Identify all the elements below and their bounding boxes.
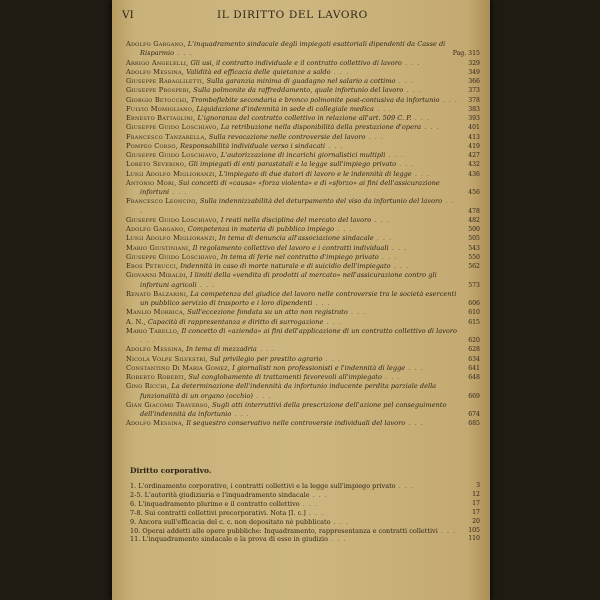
entry-title: Il regolamento collettivo del lavoro e i contratti individuali xyxy=(192,243,389,252)
corporativo-entry xyxy=(130,491,480,500)
leader-dots: . . . xyxy=(347,308,367,317)
entry-author: Antonio Mori, xyxy=(126,178,177,187)
contents-entry xyxy=(126,123,480,132)
entry-title: Validità ed efficacia delle quietanze a saldo xyxy=(186,67,331,76)
leader-dots: . . . xyxy=(405,363,424,372)
page-numeral: VI xyxy=(122,9,134,21)
entry-page-number: 482 xyxy=(468,216,480,224)
contents-list xyxy=(126,40,480,429)
entry-page-number: 615 xyxy=(468,318,480,326)
corporativo-entry xyxy=(130,482,480,491)
leader-dots: . . . xyxy=(395,77,415,85)
entry-title: Operai addetti alle opere pubbliche: Inquadramento, rappresentanza e contratti collettivi xyxy=(142,526,438,535)
entry-author: Giuseppe Prosperi, xyxy=(126,86,192,95)
entry-title: Sul conglobamento di trattamenti favorevoli all'impiegato xyxy=(188,373,382,381)
entry-page-number: 685 xyxy=(468,420,480,428)
leader-dots: . . . xyxy=(334,225,353,233)
entry-author: Nicola Volpe Silvestri, xyxy=(126,354,208,363)
entry-author: Gian Giacomo Traverso, xyxy=(126,400,210,409)
entry-page-number: 3 xyxy=(476,482,480,489)
entry-author: Adolfo Gargano, xyxy=(126,40,186,48)
entry-title: Competenza in materia di pubblico impiego xyxy=(187,225,335,233)
entry-text xyxy=(126,216,458,225)
leader-dots: . . . xyxy=(411,169,431,178)
entry-text xyxy=(126,197,458,216)
entry-page-number: 17 xyxy=(472,508,480,516)
entry-text xyxy=(126,114,458,123)
entry-page-number: 427 xyxy=(468,152,480,159)
entry-author: Adolfo Gargano, xyxy=(126,225,186,233)
entry-page-number: 648 xyxy=(468,374,480,381)
corporativo-entry xyxy=(130,518,480,527)
entry-number: 6. xyxy=(130,499,137,508)
entry-text xyxy=(130,500,458,509)
entry-number: 7-8. xyxy=(130,508,143,517)
leader-dots: . . . xyxy=(231,410,250,418)
entry-author: Adolfo Messina, xyxy=(126,345,185,354)
entry-title: Sulla polmonite da raffreddamento, quale infortunio del lavoro xyxy=(193,86,404,95)
contents-entry xyxy=(126,419,480,428)
entry-title: L'inquadramento sindacale e la prova di esso in giudizio xyxy=(142,535,329,544)
corporativo-list xyxy=(130,482,480,544)
leader-dots: . . . xyxy=(395,482,415,490)
contents-entry xyxy=(126,327,480,346)
entry-title: Gli usi, il contratto individuale e il contratto collettivo di lavoro xyxy=(190,58,402,67)
leader-dots: . . . xyxy=(439,95,459,104)
entry-page-number: 401 xyxy=(468,124,480,132)
entry-page-number: 505 xyxy=(468,235,480,243)
contents-entry xyxy=(126,262,480,271)
entry-title: Sui concetti di «causa» «forza violenta» e di «sforzo» ai fini dell'assicurazione infortuni xyxy=(140,178,440,196)
entry-title: Sugli atti interruttivi della prescrizione dell'azione pel conseguimento dell'indennità da infortunio xyxy=(140,400,447,418)
entry-title: I limiti della «vendita di prodotti al mercato» nell'assicurazione contro gli infortuni agricoli xyxy=(140,271,437,289)
entry-text xyxy=(126,234,458,243)
entry-title: L'autorità giudiziaria e l'inquadramento sindacale xyxy=(144,490,310,499)
entry-text xyxy=(126,96,458,105)
entry-page-number: 432 xyxy=(468,161,480,169)
entry-author: Mario Giustiniani, xyxy=(126,243,191,252)
entry-title: Il concetto di «azienda» ai fini dell'applicazione di un contratto collettivo di lavoro xyxy=(181,326,457,335)
entry-text xyxy=(126,133,458,142)
running-head xyxy=(122,9,480,25)
contents-entry xyxy=(126,216,480,225)
entry-author: Ernesto Battaglini, xyxy=(126,114,196,122)
entry-page-number: 674 xyxy=(468,411,480,418)
entry-title: I giornalisti non professionisti e l'indennità di legge xyxy=(232,363,406,372)
entry-page-number: 110 xyxy=(468,535,480,543)
leader-dots: . . . xyxy=(371,215,390,224)
entry-page-number: 543 xyxy=(468,244,480,252)
entry-text xyxy=(126,262,458,271)
contents-entry xyxy=(126,308,480,317)
leader-dots: . . . xyxy=(388,243,408,252)
entry-title: Sull'eccezione fondata su un atto non registrato xyxy=(187,308,348,317)
entry-title: La retribuzione nella disponibilità della prestazione d'opera xyxy=(220,123,422,132)
entry-text xyxy=(126,86,458,95)
entry-text xyxy=(126,59,458,68)
entry-number: 9. xyxy=(130,517,137,526)
entry-page-number: Pag. 315 xyxy=(452,50,480,58)
leader-dots: . . . xyxy=(253,391,272,400)
entry-author: Adolfo Messina, xyxy=(126,67,185,76)
entry-text xyxy=(126,355,458,364)
entry-author: Giuseppe Guido Loschiavo, xyxy=(126,252,219,261)
leader-dots: . . . xyxy=(373,234,393,243)
leader-dots: . . . xyxy=(169,188,188,196)
entry-author: Pompeo Corso, xyxy=(126,141,178,150)
entry-author: Renato Balzarini, xyxy=(126,289,189,298)
contents-entry xyxy=(126,40,480,59)
leader-dots: . . . xyxy=(322,354,342,363)
entry-text xyxy=(126,105,458,114)
contents-entry xyxy=(126,244,480,253)
entry-title: L'ordinamento corporativo, i contratti collettivi e la legge sull'impiego privato xyxy=(138,482,396,490)
leader-dots: . . . xyxy=(401,58,421,67)
contents-entry xyxy=(126,160,480,169)
entry-title: Sul privilegio per prestito agrario xyxy=(209,354,323,363)
contents-entry xyxy=(126,253,480,262)
entry-author: Eros Petrucci, xyxy=(126,262,179,270)
entry-title: La determinazione dell'indennità da infortunio inducente perdita parziale della funzionalità di un organo (occhio) xyxy=(140,382,437,400)
entry-text xyxy=(126,142,458,151)
entry-title: La competenza del giudice del lavoro nelle controversie tra le società esercenti un pubblico servizio di trasporto e i loro dipendenti xyxy=(140,289,457,307)
entry-text xyxy=(130,527,458,536)
entry-title: Sui contratti collettivi precorporativi. Nota [I. c.] xyxy=(144,508,306,517)
entry-text xyxy=(126,382,458,401)
contents-entry xyxy=(126,96,480,105)
contents-entry xyxy=(126,345,480,354)
entry-author: Constantino Di Maria Gomez, xyxy=(126,363,231,372)
entry-page-number: 550 xyxy=(468,253,480,261)
leader-dots: . . . xyxy=(330,517,349,526)
entry-author: Adolfo Messina, xyxy=(126,419,185,428)
entry-page-number: 383 xyxy=(468,105,480,113)
contents-entry xyxy=(126,77,480,86)
contents-entry xyxy=(126,401,480,420)
contents-entry xyxy=(126,373,480,382)
entry-page-number: 393 xyxy=(468,115,480,122)
entry-number: 11. xyxy=(130,535,141,544)
entry-page-number: 634 xyxy=(468,355,480,363)
leader-dots: . . . xyxy=(365,132,385,141)
entry-author: Manlio Morrica, xyxy=(126,308,186,317)
entry-text xyxy=(130,491,458,500)
entry-page-number: 436 xyxy=(468,170,480,178)
entry-text xyxy=(126,77,458,86)
entry-author: Gino Ricchi, xyxy=(126,382,170,391)
entry-page-number: 610 xyxy=(468,309,480,317)
entry-text xyxy=(126,373,458,382)
entry-title: I reati nella disciplina del mercato del lavoro xyxy=(220,215,372,224)
entry-text xyxy=(126,364,458,373)
entry-page-number: 628 xyxy=(468,346,480,354)
entry-title: Sulla garanzia minima di guadagno nel salario a cottimo xyxy=(206,77,396,85)
leader-dots: . . . xyxy=(390,262,410,270)
entry-author: Loreto Severino, xyxy=(126,160,187,169)
leader-dots: . . . xyxy=(385,151,404,159)
entry-author: Luigi Adolfo Miglioranzi, xyxy=(126,234,217,243)
entry-title: Tromboflebite secondaria e bronco polmonite post-contusiva da infortunio xyxy=(190,95,440,104)
entry-author: Mario Tarello, xyxy=(126,326,180,335)
contents-entry xyxy=(126,290,480,309)
entry-author: Giuseppe Guido Loschiavo, xyxy=(126,151,219,159)
contents-entry xyxy=(126,225,480,234)
entry-title: L'inquadramento plurimo e il contratto collettivo xyxy=(138,499,300,508)
leader-dots: . . . xyxy=(378,252,398,261)
entry-author: Luigi Adolfo Miglioranzi, xyxy=(126,169,217,178)
contents-entry xyxy=(126,234,480,243)
leader-dots: . . . xyxy=(256,345,276,354)
corporativo-entry xyxy=(130,500,480,509)
corporativo-entry xyxy=(130,527,480,536)
entry-author: Giorgio Betocchi, xyxy=(126,95,189,104)
entry-author: Francesco Leoncini, xyxy=(126,197,198,206)
entry-author: Arrigo Angelelli, xyxy=(126,58,189,67)
entry-text xyxy=(126,327,458,346)
leader-dots: . . . xyxy=(373,104,393,113)
entry-page-number: 366 xyxy=(468,78,480,85)
entry-text xyxy=(126,401,458,420)
contents-entry xyxy=(126,133,480,142)
entry-title: Sulla indennizzabilità del deturpamento del viso da infortunio del lavoro xyxy=(199,197,443,206)
entry-text xyxy=(126,271,458,290)
contents-entry xyxy=(126,382,480,401)
entry-page-number: 17 xyxy=(472,499,480,507)
entry-title: In tema di mezzadria xyxy=(186,345,257,354)
entry-text xyxy=(126,123,458,132)
leader-dots: . . . xyxy=(325,141,344,150)
entry-title: In tema di denuncia all'associazione sindacale xyxy=(219,234,374,243)
entry-page-number: 373 xyxy=(468,87,480,95)
leader-dots: . . . xyxy=(299,499,319,508)
contents-entry xyxy=(126,86,480,95)
contents-entry xyxy=(126,142,480,151)
leader-dots: . . . xyxy=(437,526,457,535)
entry-page-number: 606 xyxy=(468,300,480,307)
leader-dots: . . . xyxy=(381,373,401,381)
entry-text xyxy=(126,160,458,169)
contents-entry xyxy=(126,364,480,373)
corporativo-entry xyxy=(130,509,480,518)
contents-entry xyxy=(126,114,480,123)
entry-text xyxy=(130,518,458,527)
contents-entry xyxy=(126,151,480,160)
entry-text xyxy=(126,40,458,59)
entry-author: Giuseppe Rabagliletti, xyxy=(126,77,205,85)
section-heading: Diritto corporativo. xyxy=(130,466,212,475)
contents-entry xyxy=(126,179,480,198)
entry-title: Ancora sull'efficacia del c. c. non depositato nè pubblicato xyxy=(138,517,331,526)
entry-text xyxy=(126,318,458,327)
leader-dots: . . . xyxy=(328,535,347,544)
entry-number: 10. xyxy=(130,526,141,535)
entry-page-number: 105 xyxy=(468,526,480,534)
entry-text xyxy=(130,482,458,491)
entry-author: A. N., xyxy=(126,317,146,326)
entry-title: L'impiegato di due datori di lavoro e le indennità di legge xyxy=(219,169,412,178)
leader-dots: . . . xyxy=(309,490,328,499)
entry-text xyxy=(130,535,458,544)
entry-page-number: 500 xyxy=(468,226,480,233)
contents-entry xyxy=(126,318,480,327)
entry-page-number: 329 xyxy=(468,59,480,67)
contents-entry xyxy=(126,271,480,290)
entry-text xyxy=(126,308,458,317)
leader-dots: . . . xyxy=(421,123,440,132)
entry-title: Liquidazione d'indennità in sede di collegiale medica xyxy=(196,104,374,113)
contents-entry xyxy=(126,170,480,179)
entry-page-number: 349 xyxy=(468,68,480,76)
leader-dots: . . . xyxy=(403,86,422,95)
entry-page-number: 562 xyxy=(468,263,480,270)
entry-page-number: 620 xyxy=(468,337,480,344)
leader-dots: . . . xyxy=(305,508,325,517)
entry-author: Giuseppe Guido Loschiavo, xyxy=(126,215,219,224)
entry-page-number: 478 xyxy=(468,207,480,215)
entry-text xyxy=(126,170,458,179)
entry-number: 2-5. xyxy=(130,490,143,499)
contents-entry xyxy=(126,197,480,216)
entry-title: In tema di ferie nel contratto d'impiego privato xyxy=(220,252,379,261)
leader-dots: . . . xyxy=(140,336,156,344)
contents-entry xyxy=(126,105,480,114)
leader-dots: . . . xyxy=(323,317,343,326)
entry-page-number: 20 xyxy=(472,517,480,525)
entry-title: Il sequestro conservativo nelle controversie individuali del lavoro xyxy=(186,419,406,428)
entry-text xyxy=(126,68,458,77)
entry-text xyxy=(126,253,458,262)
entry-author: Roberto Roberti, xyxy=(126,373,187,381)
entry-title: L'ignoranza del contratto collettivo in relazione all'art. 509 C. P. xyxy=(197,114,412,122)
entry-text xyxy=(126,225,458,234)
contents-entry xyxy=(126,59,480,68)
entry-author: Francesco Tanzarella, xyxy=(126,132,207,141)
leader-dots: . . . xyxy=(405,419,424,428)
entry-title: Sulla revocazione nelle controversie del lavoro xyxy=(208,132,366,141)
running-title: IL DIRITTO DEL LAVORO xyxy=(217,9,368,21)
entry-text xyxy=(126,244,458,253)
entry-text xyxy=(126,290,458,309)
leader-dots: . . . xyxy=(411,114,431,122)
entry-page-number: 419 xyxy=(468,142,480,150)
leader-dots: . . . xyxy=(140,197,455,215)
entry-number: 1. xyxy=(130,482,137,490)
entry-text xyxy=(126,179,458,198)
entry-title: Gli impiegati di enti parastatali e la legge sull'impiego privato xyxy=(188,160,397,169)
entry-text xyxy=(126,419,458,428)
entry-author: Giovanni Miraldi, xyxy=(126,271,188,280)
entry-title: L'inquadramento sindacale degli impiegati esattoriali dipendenti da Casse di Risparmio xyxy=(140,40,446,58)
entry-text xyxy=(130,509,458,518)
corporativo-entry xyxy=(130,535,480,544)
leader-dots: . . . xyxy=(396,160,415,169)
entry-text xyxy=(126,151,458,160)
entry-author: Giuseppe Guido Loschiavo, xyxy=(126,123,219,132)
entry-title: Responsabilità individuale verso i sindacati xyxy=(180,141,326,150)
entry-page-number: 413 xyxy=(468,133,480,141)
entry-title: Indennità in caso di morte naturale e di suicidio dell'impiegato xyxy=(180,262,391,270)
entry-author: Fulvio Momigliano, xyxy=(126,104,195,113)
entry-page-number: 573 xyxy=(468,281,480,289)
entry-page-number: 641 xyxy=(468,364,480,372)
entry-title: Capacità di rappresentanza e diritto di surrogazione xyxy=(147,317,324,326)
leader-dots: . . . xyxy=(330,67,350,76)
contents-entry xyxy=(126,68,480,77)
leader-dots: . . . xyxy=(174,49,193,58)
leader-dots: . . . xyxy=(312,299,331,307)
entry-page-number: 12 xyxy=(472,490,480,498)
entry-page-number: 378 xyxy=(468,96,480,104)
contents-entry xyxy=(126,355,480,364)
entry-page-number: 456 xyxy=(468,189,480,196)
book-page xyxy=(112,0,490,600)
entry-text xyxy=(126,345,458,354)
entry-title: L'autorizzazione di incarichi giornalistici multipli xyxy=(220,151,386,159)
leader-dots: . . . xyxy=(196,280,216,289)
entry-page-number: 669 xyxy=(468,392,480,400)
